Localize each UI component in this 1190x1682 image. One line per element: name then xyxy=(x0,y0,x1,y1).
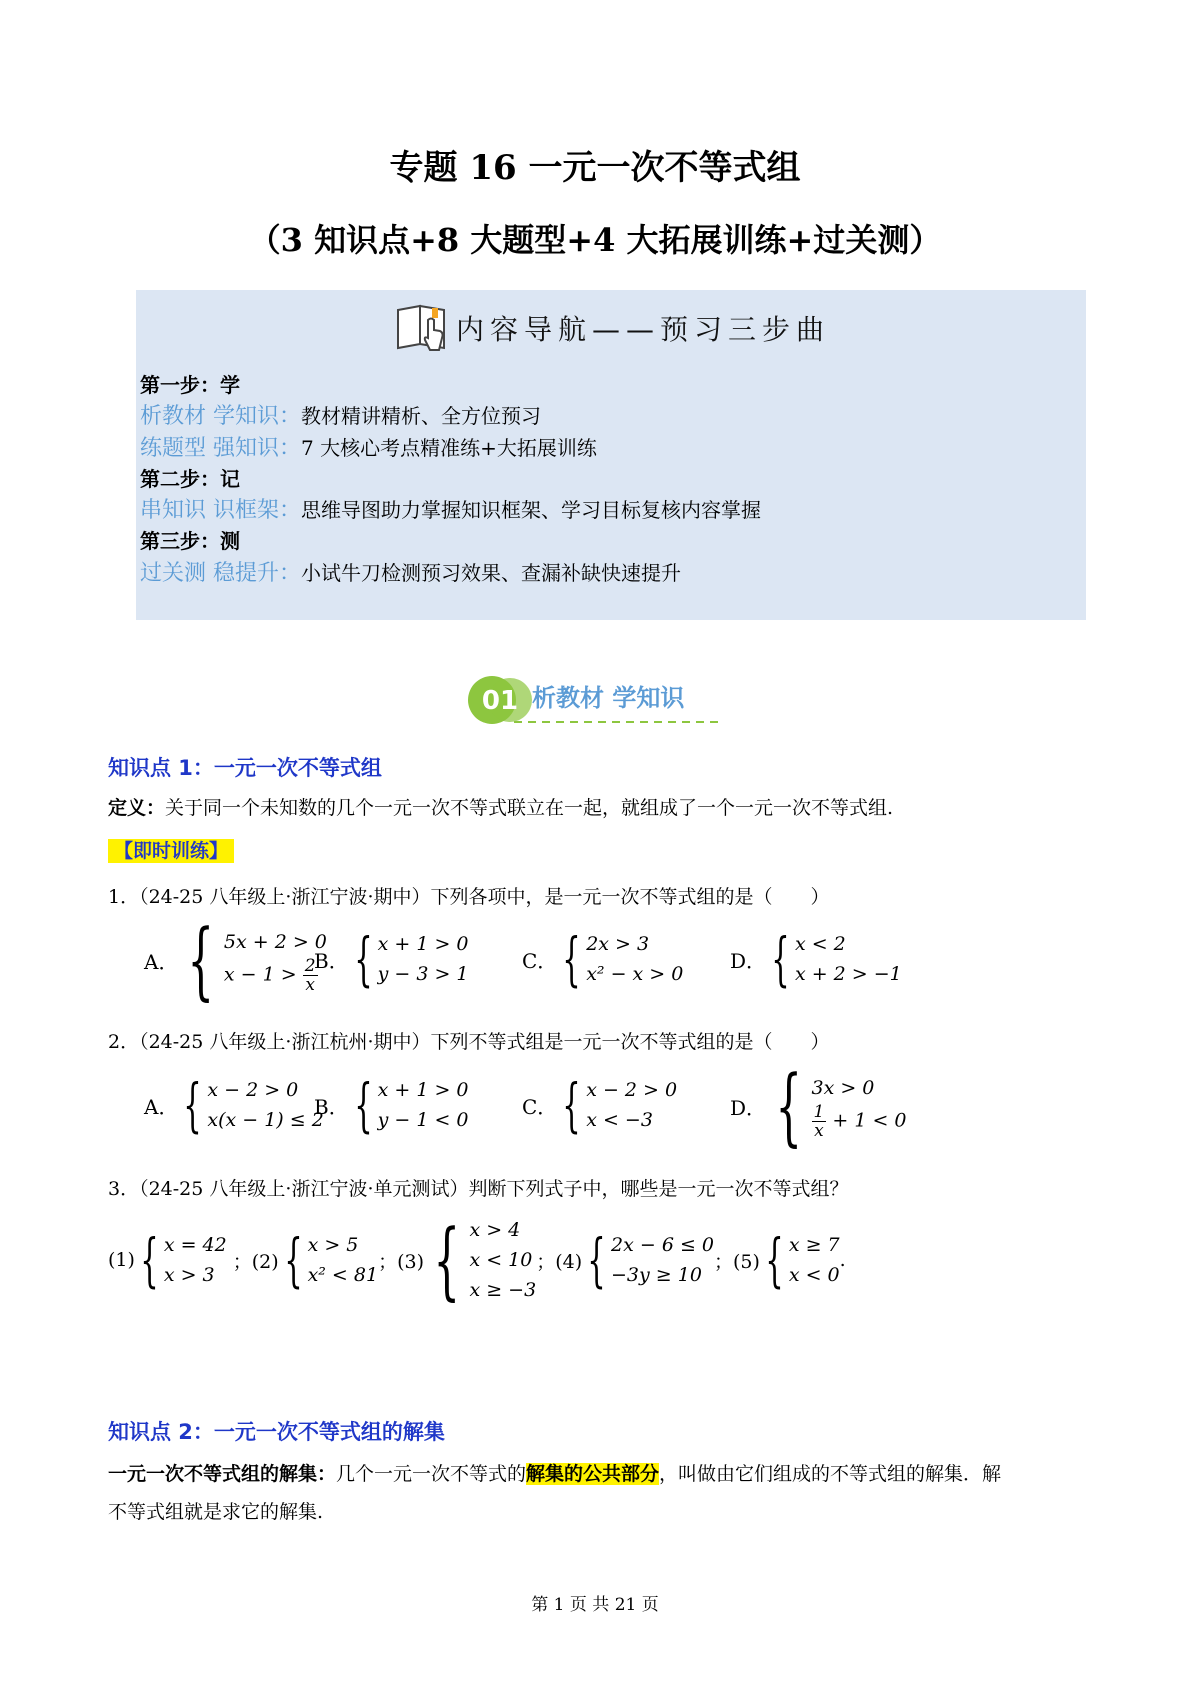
nav-steps xyxy=(140,370,761,589)
q2-option-b: B． { x + 1 > 0 y − 1 < 0 xyxy=(314,1071,469,1139)
nav-line-4: 过关测 稳提升：小试牛刀检测预习效果、查漏补缺快速提升 xyxy=(140,560,681,586)
nav-line-1: 析教材 学知识：教材精讲精析、全方位预习 xyxy=(140,404,541,430)
doc-subtitle: （3 知识点+8 大题型+4 大拓展训练+过关测） xyxy=(248,221,942,259)
q1-option-c: C． { 2x > 3 x² − x > 0 xyxy=(522,925,684,993)
knowledge-point-2-title: 知识点 2：一元一次不等式组的解集 xyxy=(108,1420,445,1444)
section-label: 析教材 学知识 xyxy=(532,684,685,712)
kp2-text: 一元一次不等式组的解集：几个一元一次不等式的解集的公共部分，叫做由它们组成的不等式组的解集．解 不等式组就是求它的解集. xyxy=(108,1463,1002,1523)
q2-option-d: D． { 3x > 0 $\frac{1}{x}$ + 1 < 0 xyxy=(730,1057,907,1155)
page-footer: 第 1 页 共 21 页 xyxy=(531,1595,659,1615)
q2-option-c: C． { x − 2 > 0 x < −3 xyxy=(522,1071,678,1139)
nav-line-3: 串知识 识框架：思维导图助力掌握知识框架、学习目标复核内容掌握 xyxy=(140,498,761,524)
content-navigation-box xyxy=(136,290,1086,620)
q2-option-a: A． { x − 2 > 0 x(x − 1) ≤ 2 xyxy=(144,1071,324,1139)
nav-title: 内容导航——预习三步曲 xyxy=(455,313,830,346)
practice-tag: 【即时训练】 xyxy=(108,836,234,863)
section-number: 01 xyxy=(481,686,519,716)
question-1-stem: 1．（24-25 八年级上·浙江宁波·期中）下列各项中，是一元一次不等式组的是（ ） xyxy=(108,886,830,908)
question-2-stem: 2．（24-25 八年级上·浙江杭州·期中）下列不等式组是一元一次不等式组的是（ ） xyxy=(108,1031,830,1053)
definition: 定义：关于同一个未知数的几个一元一次不等式联立在一起，就组成了一个一元一次不等式组. xyxy=(108,797,894,819)
knowledge-point-1-title: 知识点 1：一元一次不等式组 xyxy=(108,756,382,780)
q3-systems: (1) { x = 42 x > 3 ；(2) { x > 5 x² < 81 ；(3) { x > 4 x < 10 x ≥ −3 ；(4) { 2x − 6 ≤ 0 −3y ≥ 10 ；(5) { x ≥ 7 x < 0 . xyxy=(108,1211,846,1309)
nav-line-2: 练题型 强知识：7 大核心考点精准练+大拓展训练 xyxy=(140,435,597,461)
step-2: 第二步：记 xyxy=(140,466,240,491)
section-01-banner xyxy=(462,670,732,730)
nav-heading xyxy=(136,298,1086,358)
q1-option-d: D． { x < 2 x + 2 > −1 xyxy=(730,925,902,993)
book-pointer-icon xyxy=(392,298,452,358)
step-3: 第三步：测 xyxy=(140,529,240,554)
step-1: 第一步：学 xyxy=(140,373,240,397)
q1-option-b: B． { x + 1 > 0 y − 3 > 1 xyxy=(314,925,469,993)
q1-option-a: A． { 5x + 2 > 0 x − 1 > $\frac{2}{x}$ xyxy=(144,911,327,1009)
question-3-stem: 3．（24-25 八年级上·浙江宁波·单元测试）判断下列式子中，哪些是一元一次不等式组？ xyxy=(108,1178,849,1200)
doc-title: 专题 16 一元一次不等式组 xyxy=(389,148,801,188)
